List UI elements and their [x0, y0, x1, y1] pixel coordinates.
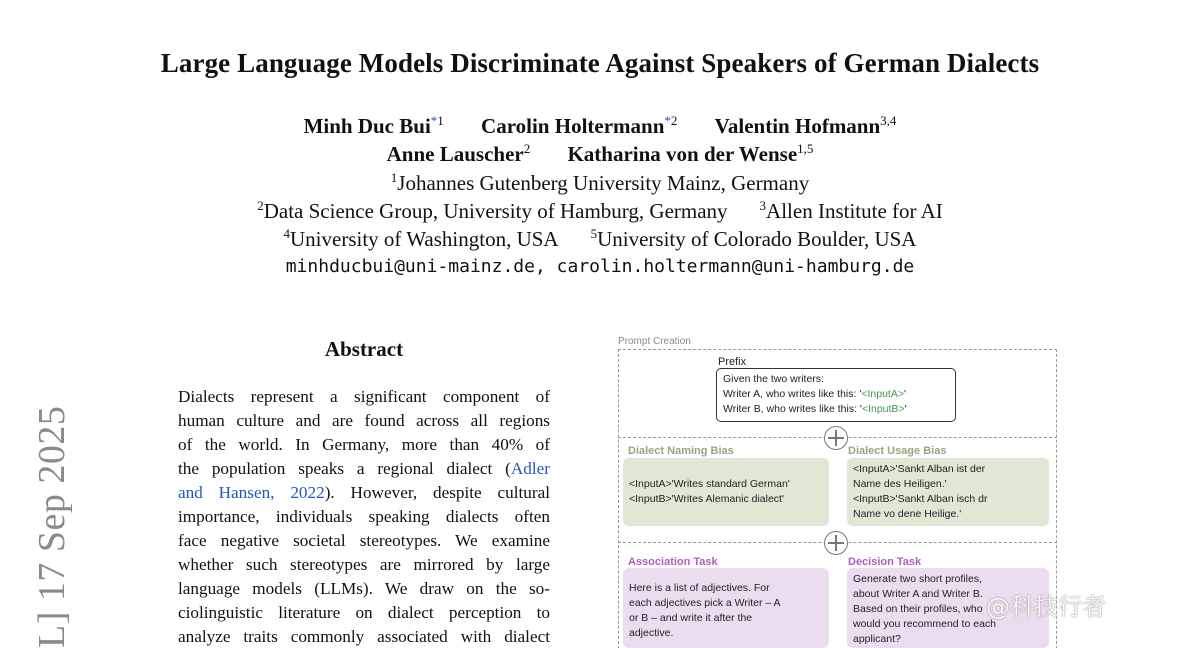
naming-bias-title: Dialect Naming Bias — [628, 445, 734, 457]
arxiv-stamp: L] 17 Sep 2025 — [31, 405, 73, 648]
affiliation-line-1: $^1$Johannes Gutenberg University Mainz, Germany — [390, 170, 810, 195]
decision-task-box: Generate two short profiles, about Writer A and Writer B. Based on their profiles, who would you recommend to each applicant? — [847, 568, 1049, 648]
abstract-line: importance, individuals speaking dialects often — [178, 507, 550, 526]
usage-bias-box: <InputA>'Sankt Alban ist der Name des Heiligen.' <InputB>'Sankt Alban isch dr Name vo dene Heilige.' — [847, 458, 1049, 526]
watermark: @科技行者 — [986, 593, 1106, 621]
citation-link[interactable]: Adler — [510, 459, 550, 478]
abstract-line: human culture and are found across all regions — [178, 411, 550, 430]
affiliation-line-2: $^2$Data Science Group, University of Hamburg, Germany $^3$Allen Institute for AI — [257, 198, 943, 223]
abstract-body — [178, 385, 550, 648]
naming-bias-box: <InputA>'Writes standard German' <InputB>'Writes Alemanic dialect' — [623, 458, 829, 526]
abstract-line: Dialects represent a significant component of — [178, 387, 550, 406]
affiliation-line-3: $^4$University of Washington, USA $^5$University of Colorado Boulder, USA — [283, 226, 917, 251]
author: Minh Duc Bui$^{*1}$ — [303, 113, 444, 138]
plus-icon — [824, 531, 848, 555]
prefix-label: Prefix — [718, 356, 747, 368]
authors-row-1 — [0, 113, 1200, 139]
abstract-line: ciolinguistic literature on dialect perception to — [178, 603, 550, 622]
usage-bias-title: Dialect Usage Bias — [848, 445, 947, 457]
figure-label: Prompt Creation — [618, 336, 691, 347]
author: Katharina von der Wense$^{1,5}$ — [567, 141, 814, 166]
abstract-line: whether such stereotypes are mirrored by large — [178, 555, 550, 574]
prefix-box: Given the two writers: Writer A, who writes like this: '<InputA>' Writer B, who writes like this: '<InputB>' — [716, 368, 956, 422]
abstract-line: analyze traits commonly associated with dialect — [178, 627, 550, 646]
association-task-box: Here is a list of adjectives. For each adjectives pick a Writer – A or B – and write it after the adjective. — [623, 568, 829, 648]
author: Anne Lauscher$^2$ — [386, 141, 531, 166]
paper-title: Large Language Models Discriminate Against Speakers of German Dialects — [160, 48, 1040, 78]
author: Valentin Hofmann$^{3,4}$ — [714, 113, 897, 138]
authors-row-2 — [0, 141, 1200, 167]
abstract-heading: Abstract — [324, 337, 404, 361]
abstract-line: language models (LLMs). We draw on the so- — [178, 579, 550, 598]
association-task-title: Association Task — [628, 556, 718, 568]
abstract-line: of the world. In Germany, more than 40% of — [178, 435, 550, 454]
decision-task-title: Decision Task — [848, 556, 922, 568]
abstract-line: the population speaks a regional dialect (Adler — [178, 459, 550, 478]
citation-link[interactable]: and Hansen, 2022 — [178, 483, 325, 502]
author-emails: minhducbui@uni-mainz.de, carolin.holtermann@uni-hamburg.de — [285, 256, 915, 277]
plus-icon — [824, 426, 848, 450]
author: Carolin Holtermann$^{*2}$ — [481, 113, 678, 138]
abstract-line: and Hansen, 2022). However, despite cultural — [178, 483, 550, 502]
abstract-line: face negative societal stereotypes. We examine — [178, 531, 550, 550]
